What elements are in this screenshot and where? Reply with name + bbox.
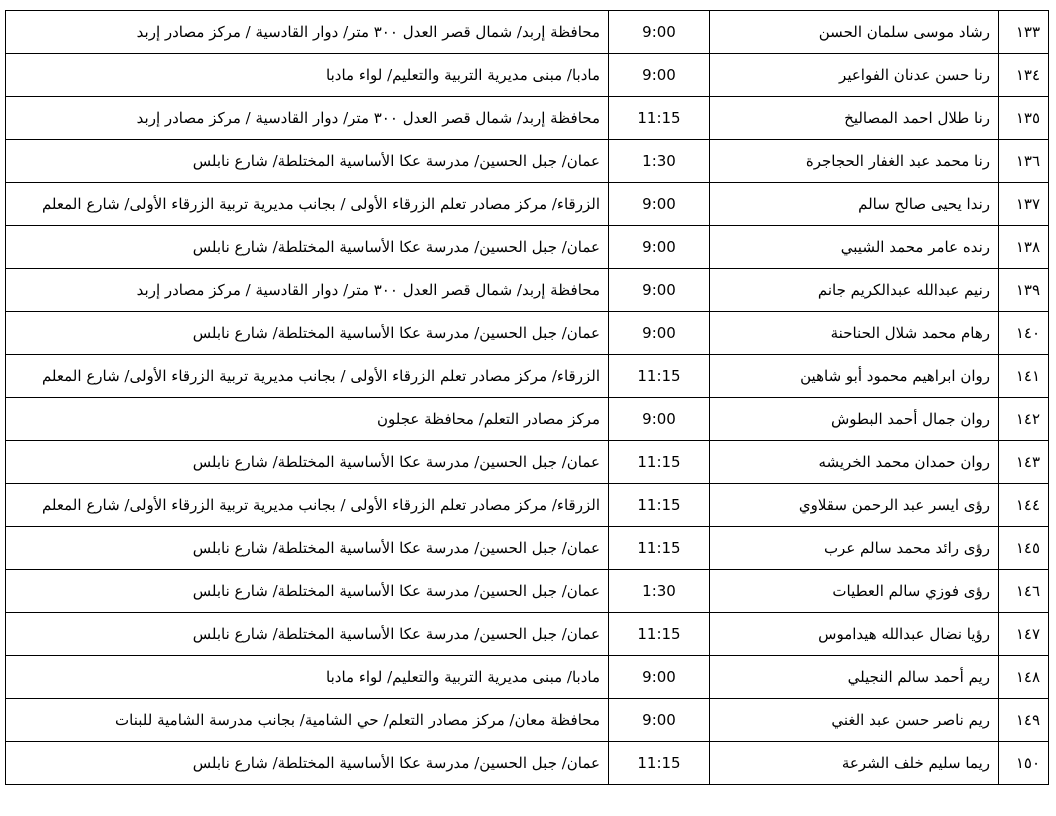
table-row xyxy=(6,11,1049,54)
exam-location: مركز مصادر التعلم/ محافظة عجلون xyxy=(6,398,609,441)
exam-location: عمان/ جبل الحسين/ مدرسة عكا الأساسية المختلطة/ شارع نابلس xyxy=(6,312,609,355)
exam-time: 9:00 xyxy=(609,656,710,699)
student-name: روان جمال أحمد البطوش xyxy=(710,398,999,441)
table-row xyxy=(6,140,1049,183)
table-row xyxy=(6,183,1049,226)
exam-schedule-table xyxy=(5,10,1049,785)
table-row xyxy=(6,97,1049,140)
exam-location: محافظة إربد/ شمال قصر العدل ٣٠٠ متر/ دوار القادسية / مركز مصادر إربد xyxy=(6,11,609,54)
student-name: رندا يحيى صالح سالم xyxy=(710,183,999,226)
exam-time: 9:00 xyxy=(609,699,710,742)
exam-location: عمان/ جبل الحسين/ مدرسة عكا الأساسية المختلطة/ شارع نابلس xyxy=(6,441,609,484)
student-name: روان ابراهيم محمود أبو شاهين xyxy=(710,355,999,398)
row-number: ١٤٣ xyxy=(999,441,1049,484)
table-row xyxy=(6,699,1049,742)
table-row xyxy=(6,398,1049,441)
exam-location: عمان/ جبل الحسين/ مدرسة عكا الأساسية المختلطة/ شارع نابلس xyxy=(6,570,609,613)
exam-time: 9:00 xyxy=(609,226,710,269)
exam-time: 9:00 xyxy=(609,269,710,312)
row-number: ١٣٤ xyxy=(999,54,1049,97)
student-name: ريما سليم خلف الشرعة xyxy=(710,742,999,785)
exam-location: مادبا/ مبنى مديرية التربية والتعليم/ لواء مادبا xyxy=(6,656,609,699)
exam-time: 9:00 xyxy=(609,312,710,355)
row-number: ١٤٤ xyxy=(999,484,1049,527)
table-row xyxy=(6,312,1049,355)
exam-time: 9:00 xyxy=(609,398,710,441)
exam-location: عمان/ جبل الحسين/ مدرسة عكا الأساسية المختلطة/ شارع نابلس xyxy=(6,226,609,269)
student-name: رهام محمد شلال الحناحنة xyxy=(710,312,999,355)
exam-time: 1:30 xyxy=(609,140,710,183)
exam-time: 11:15 xyxy=(609,613,710,656)
table-body xyxy=(6,11,1049,785)
row-number: ١٣٦ xyxy=(999,140,1049,183)
row-number: ١٣٩ xyxy=(999,269,1049,312)
student-name: رؤى رائد محمد سالم عرب xyxy=(710,527,999,570)
exam-time: 9:00 xyxy=(609,54,710,97)
row-number: ١٤٦ xyxy=(999,570,1049,613)
exam-location: محافظة إربد/ شمال قصر العدل ٣٠٠ متر/ دوار القادسية / مركز مصادر إربد xyxy=(6,97,609,140)
exam-time: 11:15 xyxy=(609,484,710,527)
table-row xyxy=(6,226,1049,269)
row-number: ١٣٣ xyxy=(999,11,1049,54)
row-number: ١٤٩ xyxy=(999,699,1049,742)
student-name: رؤى ايسر عبد الرحمن سقلاوي xyxy=(710,484,999,527)
exam-location: عمان/ جبل الحسين/ مدرسة عكا الأساسية المختلطة/ شارع نابلس xyxy=(6,140,609,183)
table-row xyxy=(6,355,1049,398)
student-name: رنا طلال احمد المصاليخ xyxy=(710,97,999,140)
table-row xyxy=(6,613,1049,656)
row-number: ١٣٥ xyxy=(999,97,1049,140)
student-name: رؤيا نضال عبدالله هيداموس xyxy=(710,613,999,656)
student-name: رنا محمد عبد الغفار الحجاجرة xyxy=(710,140,999,183)
student-name: رؤى فوزي سالم العطيات xyxy=(710,570,999,613)
exam-location: عمان/ جبل الحسين/ مدرسة عكا الأساسية المختلطة/ شارع نابلس xyxy=(6,742,609,785)
table-row xyxy=(6,269,1049,312)
exam-location: محافظة معان/ مركز مصادر التعلم/ حي الشامية/ بجانب مدرسة الشامية للبنات xyxy=(6,699,609,742)
row-number: ١٣٨ xyxy=(999,226,1049,269)
exam-location: الزرقاء/ مركز مصادر تعلم الزرقاء الأولى / بجانب مديرية تربية الزرقاء الأولى/ شارع المعلم xyxy=(6,183,609,226)
student-name: روان حمدان محمد الخريشه xyxy=(710,441,999,484)
row-number: ١٤١ xyxy=(999,355,1049,398)
exam-location: مادبا/ مبنى مديرية التربية والتعليم/ لواء مادبا xyxy=(6,54,609,97)
student-name: رنا حسن عدنان الفواعير xyxy=(710,54,999,97)
table-row xyxy=(6,570,1049,613)
row-number: ١٤٧ xyxy=(999,613,1049,656)
row-number: ١٤٨ xyxy=(999,656,1049,699)
exam-location: عمان/ جبل الحسين/ مدرسة عكا الأساسية المختلطة/ شارع نابلس xyxy=(6,613,609,656)
exam-time: 11:15 xyxy=(609,355,710,398)
student-name: رنيم عبدالله عبدالكريم جانم xyxy=(710,269,999,312)
student-name: ريم ناصر حسن عبد الغني xyxy=(710,699,999,742)
exam-time: 1:30 xyxy=(609,570,710,613)
exam-time: 9:00 xyxy=(609,183,710,226)
row-number: ١٤٢ xyxy=(999,398,1049,441)
exam-time: 11:15 xyxy=(609,527,710,570)
table-row xyxy=(6,441,1049,484)
student-name: رشاد موسى سلمان الحسن xyxy=(710,11,999,54)
exam-time: 9:00 xyxy=(609,11,710,54)
exam-location: الزرقاء/ مركز مصادر تعلم الزرقاء الأولى / بجانب مديرية تربية الزرقاء الأولى/ شارع المعلم xyxy=(6,355,609,398)
table-row xyxy=(6,484,1049,527)
table-row xyxy=(6,656,1049,699)
row-number: ١٣٧ xyxy=(999,183,1049,226)
exam-time: 11:15 xyxy=(609,742,710,785)
row-number: ١٤٠ xyxy=(999,312,1049,355)
table-row xyxy=(6,54,1049,97)
exam-location: الزرقاء/ مركز مصادر تعلم الزرقاء الأولى / بجانب مديرية تربية الزرقاء الأولى/ شارع المعلم xyxy=(6,484,609,527)
exam-time: 11:15 xyxy=(609,97,710,140)
student-name: ريم أحمد سالم النجيلي xyxy=(710,656,999,699)
student-name: رنده عامر محمد الشيبي xyxy=(710,226,999,269)
row-number: ١٥٠ xyxy=(999,742,1049,785)
table-row xyxy=(6,742,1049,785)
exam-time: 11:15 xyxy=(609,441,710,484)
exam-location: محافظة إربد/ شمال قصر العدل ٣٠٠ متر/ دوار القادسية / مركز مصادر إربد xyxy=(6,269,609,312)
table-row xyxy=(6,527,1049,570)
row-number: ١٤٥ xyxy=(999,527,1049,570)
exam-location: عمان/ جبل الحسين/ مدرسة عكا الأساسية المختلطة/ شارع نابلس xyxy=(6,527,609,570)
